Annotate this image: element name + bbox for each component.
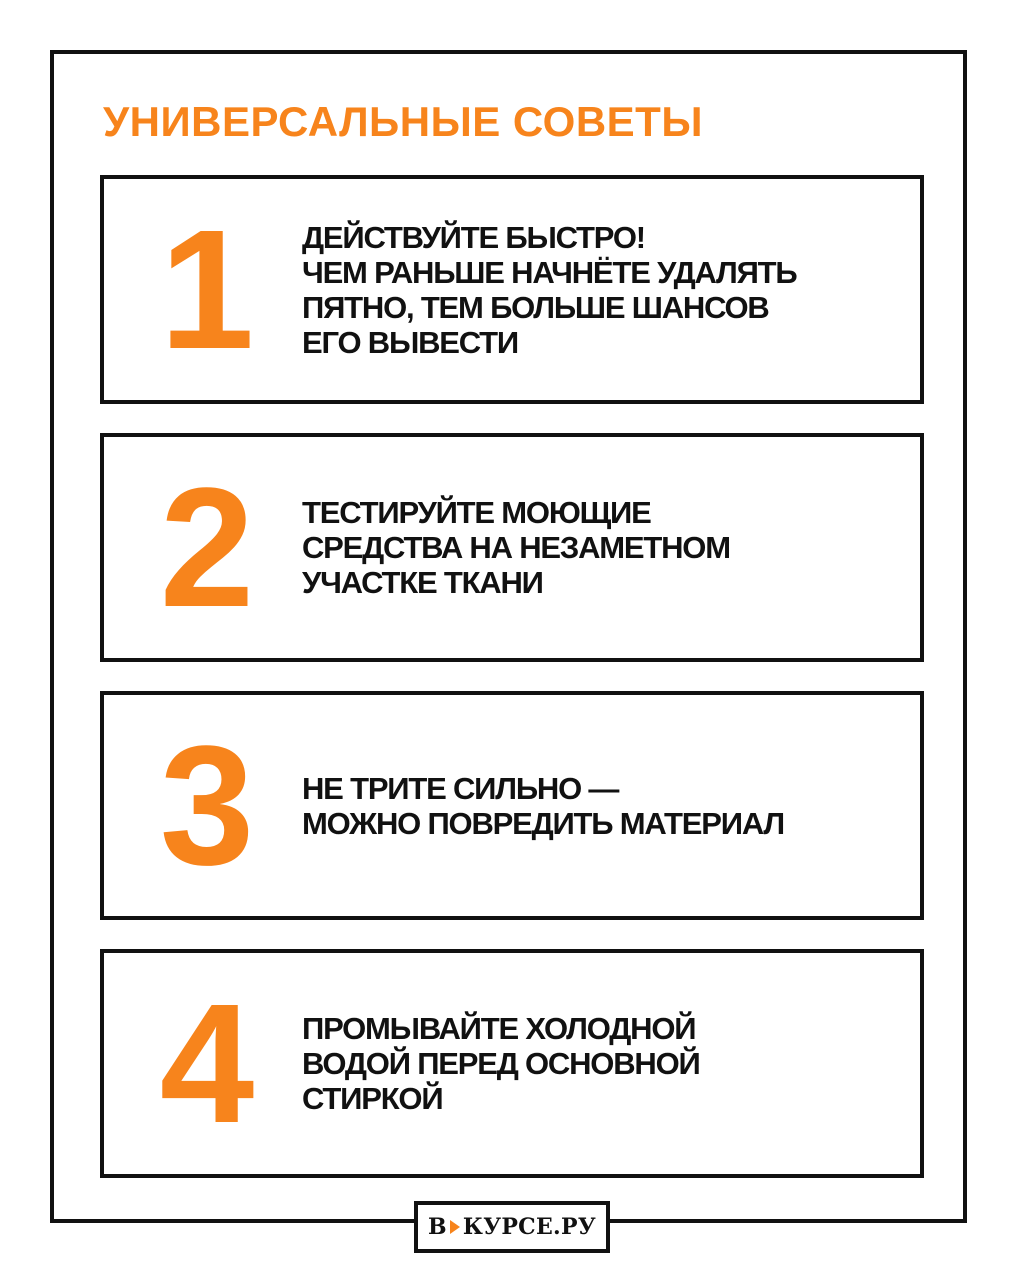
logo-text-part2: КУРСЕ.РУ xyxy=(462,1214,597,1240)
play-triangle-icon xyxy=(450,1220,460,1234)
tip-number: 3 xyxy=(159,710,255,901)
tip-number: 2 xyxy=(159,452,255,643)
tip-number: 4 xyxy=(159,968,255,1159)
tip-text: ДЕЙСТВУЙТЕ БЫСТРО! ЧЕМ РАНЬШЕ НАЧНЁТЕ УДАЛЯТЬ ПЯТНО, ТЕМ БОЛЬШЕ ШАНСОВ ЕГО ВЫВЕСТИ xyxy=(302,219,797,360)
brand-logo xyxy=(414,1201,610,1253)
tip-card-4 xyxy=(100,949,924,1178)
tip-number: 1 xyxy=(159,194,255,385)
tip-card-1 xyxy=(100,175,924,404)
tip-text: ПРОМЫВАЙТЕ ХОЛОДНОЙ ВОДОЙ ПЕРЕД ОСНОВНОЙ СТИРКОЙ xyxy=(302,1011,700,1116)
tip-card-2 xyxy=(100,433,924,662)
logo-text-part1: В xyxy=(427,1214,447,1240)
tip-text: НЕ ТРИТЕ СИЛЬНО — МОЖНО ПОВРЕДИТЬ МАТЕРИАЛ xyxy=(302,770,784,841)
page-title: УНИВЕРСАЛЬНЫЕ СОВЕТЫ xyxy=(103,98,703,145)
tip-text: ТЕСТИРУЙТЕ МОЮЩИЕ СРЕДСТВА НА НЕЗАМЕТНОМ УЧАСТКЕ ТКАНИ xyxy=(302,495,730,600)
tip-card-3 xyxy=(100,691,924,920)
